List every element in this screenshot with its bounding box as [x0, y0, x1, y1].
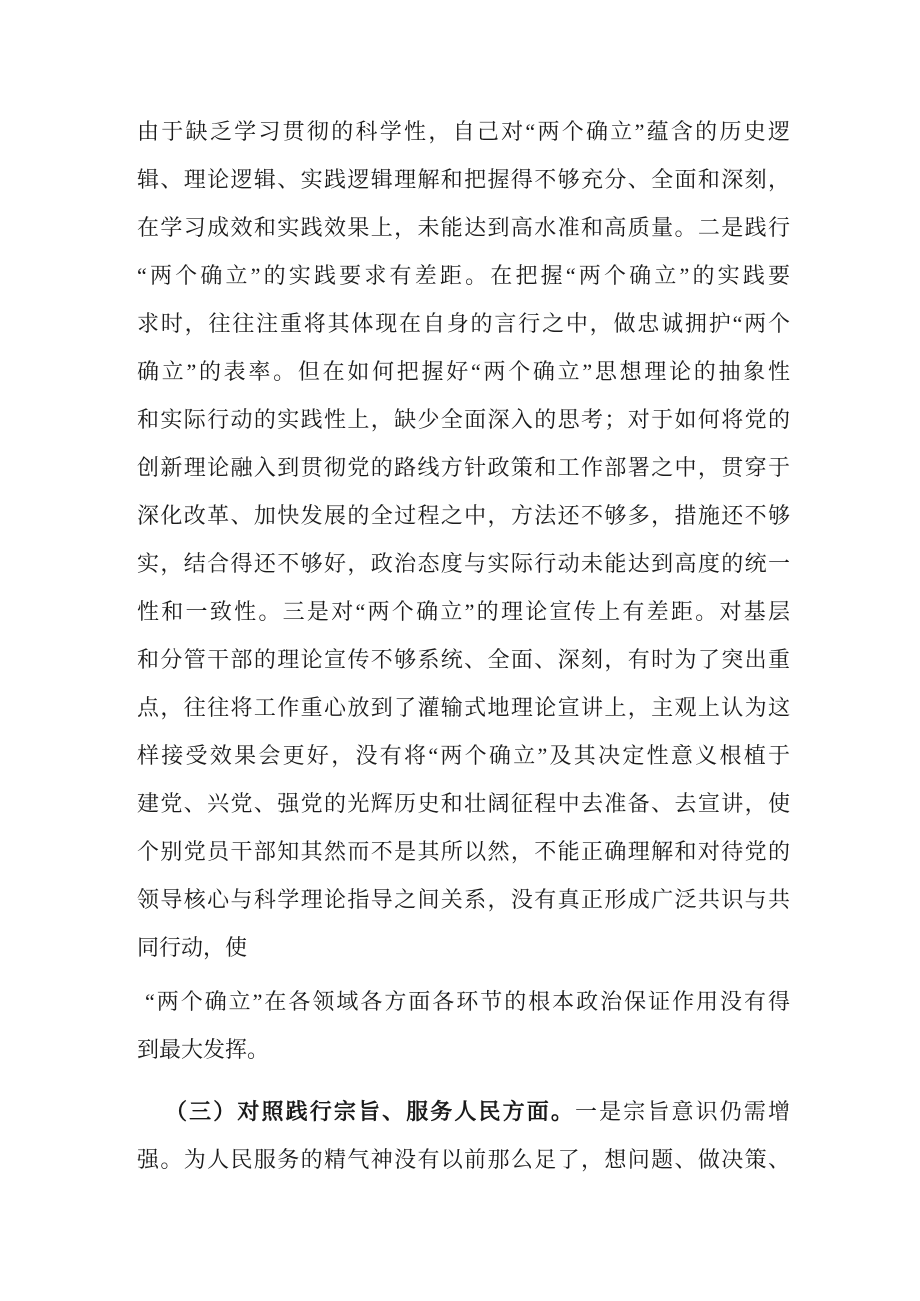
text-line: 和实际行动的实践性上，缺少全面深入的思考；对于如何将党的: [137, 407, 790, 432]
text-line: 辑、理论逻辑、实践逻辑理解和把握得不够充分、全面和深刻，: [137, 167, 790, 192]
text-line: 个别党员干部知其然而不是其所以然，不能正确理解和对待党的: [137, 839, 790, 864]
text-line: 性和一致性。三是对“两个确立”的理论宣传上有差距。对基层: [137, 599, 790, 624]
paragraph: [137, 978, 790, 1074]
text-line: 和分管干部的理论宣传不够系统、全面、深刻，有时为了突出重: [137, 647, 790, 672]
text-line: 实，结合得还不够好，政治态度与实际行动未能达到高度的统一: [137, 551, 790, 576]
paragraph: [137, 1088, 790, 1184]
text-line: 样接受效果会更好，没有将“两个确立”及其决定性意义根植于: [137, 743, 790, 768]
paragraph: [137, 108, 790, 972]
text-line: 同行动，使: [137, 935, 248, 960]
text-line: 求时，往往注重将其体现在自身的言行之中，做忠诚拥护“两个: [137, 311, 790, 336]
text-line: “两个确立”在各领域各方面各环节的根本政治保证作用没有得: [145, 989, 790, 1014]
text-line: 点，往往将工作重心放到了灌输式地理论宣讲上，主观上认为这: [137, 695, 790, 720]
text-line: 建党、兴党、强党的光辉历史和壮阔征程中去准备、去宣讲，使: [137, 791, 790, 816]
text-line: 创新理论融入到贯彻党的路线方针政策和工作部署之中，贯穿于: [137, 455, 790, 480]
text-line: 由于缺乏学习贯彻的科学性，自己对“两个确立”蕴含的历史逻: [137, 119, 790, 144]
text-line: 到最大发挥。: [137, 1037, 270, 1062]
text-line: 确立”的表率。但在如何把握好“两个确立”思想理论的抽象性: [137, 359, 790, 384]
section-heading: （三）对照践行宗旨、服务人民方面。: [165, 1099, 576, 1124]
text-line: 在学习成效和实践效果上，未能达到高水准和高质量。二是践行: [137, 215, 790, 240]
text-line: “两个确立”的实践要求有差距。在把握“两个确立”的实践要: [137, 263, 790, 288]
text-line: 深化改革、加快发展的全过程之中，方法还不够多，措施还不够: [137, 503, 790, 528]
text-line: 领导核心与科学理论指导之间关系，没有真正形成广泛共识与共: [137, 887, 790, 912]
text-line: 强。为人民服务的精气神没有以前那么足了，想问题、做决策、: [137, 1147, 790, 1172]
text-line: [137, 1088, 790, 1136]
text-run: 一是宗旨意识仍需增: [575, 1099, 790, 1124]
